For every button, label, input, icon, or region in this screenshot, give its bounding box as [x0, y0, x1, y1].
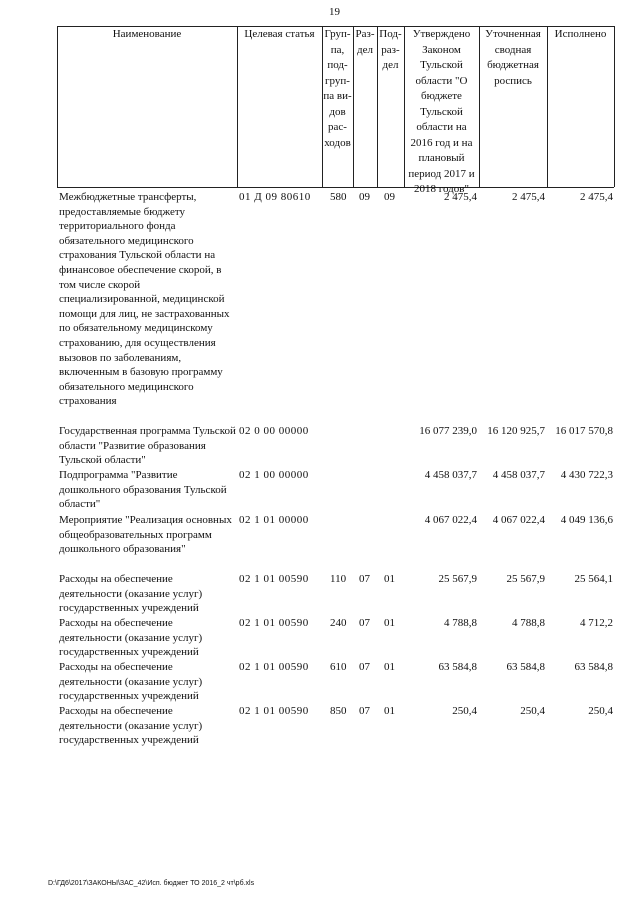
header-section: Раз- дел [355, 28, 375, 56]
row-executed: 4 712,2 [580, 617, 613, 629]
row-refined: 250,4 [520, 705, 545, 717]
row-approved: 4 788,8 [444, 617, 477, 629]
row-refined: 4 067 022,4 [492, 514, 545, 526]
row-refined: 4 458 037,7 [492, 469, 545, 481]
row-section: 07 [359, 573, 370, 585]
row-approved: 63 584,8 [438, 661, 477, 673]
row-executed: 4 430 722,3 [560, 469, 613, 481]
row-subsection: 01 [384, 661, 395, 673]
row-refined: 2 475,4 [512, 191, 545, 203]
row-code: 02 1 01 00590 [239, 573, 309, 585]
row-subsection: 01 [384, 573, 395, 585]
row-code: 02 1 01 00590 [239, 617, 309, 629]
row-executed: 63 584,8 [574, 661, 613, 673]
row-executed: 2 475,4 [580, 191, 613, 203]
row-name: Межбюджетные трансферты, предоставляемые бюджету территориального фонда обязательного медицинского страхования Тульской области на финансовое обеспечение скорой, в том числе скорой специализированной, медицинской помощи для лиц, не застрахованных по обязательному медицинскому страхованию, для осуществления вызовов по заболеваниям, включенным в базовую программу обязательного медицинского страхования [59, 191, 230, 408]
row-group: 610 [330, 661, 347, 673]
header-subsection: Под- раз- дел [379, 28, 402, 71]
row-refined: 4 788,8 [512, 617, 545, 629]
row-approved: 16 077 239,0 [419, 425, 477, 437]
row-name: Подпрограмма "Развитие дошкольного образования Тульской области" [59, 469, 227, 511]
row-name: Государственная программа Тульской области "Развитие образования Тульской области" [59, 425, 236, 467]
header-name: Наименование [112, 28, 182, 40]
row-executed: 25 564,1 [574, 573, 613, 585]
page-number: 19 [329, 6, 340, 18]
file-path-footer: D:\ГД6\2017\ЗАКОНЫ\ЗАС_42\Исп. бюджет ТО 2016_2 чт\рб.xls [48, 880, 255, 887]
row-code: 02 1 01 00000 [239, 514, 309, 526]
row-refined: 25 567,9 [506, 573, 545, 585]
row-approved: 250,4 [452, 705, 477, 717]
row-code: 01 Д 09 80610 [239, 191, 311, 203]
row-name: Расходы на обеспечение деятельности (оказание услуг) государственных учреждений [59, 573, 203, 615]
row-approved: 4 458 037,7 [424, 469, 477, 481]
row-executed: 16 017 570,8 [555, 425, 613, 437]
row-code: 02 1 00 00000 [239, 469, 309, 481]
row-code: 02 1 01 00590 [239, 705, 309, 717]
row-refined: 16 120 925,7 [487, 425, 545, 437]
header-executed: Исполнено [554, 28, 607, 40]
header-group: Груп- па, под- груп- па ви- дов рас- ходов [323, 28, 352, 149]
header-approved: Утверждено Законом Тульской области "О бюджете Тульской области на 2016 год и на плановый период 2017 и 2018 годов" [408, 28, 475, 195]
row-section: 09 [359, 191, 370, 203]
header-refined: Уточненная сводная бюджетная роспись [485, 28, 541, 87]
row-executed: 250,4 [588, 705, 613, 717]
col-divider [614, 26, 615, 187]
row-section: 07 [359, 705, 370, 717]
row-approved: 25 567,9 [438, 573, 477, 585]
row-approved: 2 475,4 [444, 191, 477, 203]
row-subsection: 01 [384, 705, 395, 717]
row-group: 110 [330, 573, 347, 585]
row-section: 07 [359, 617, 370, 629]
row-code: 02 0 00 00000 [239, 425, 309, 437]
row-name: Расходы на обеспечение деятельности (оказание услуг) государственных учреждений [59, 661, 203, 703]
row-executed: 4 049 136,6 [560, 514, 613, 526]
row-code: 02 1 01 00590 [239, 661, 309, 673]
row-group: 240 [330, 617, 347, 629]
row-name: Расходы на обеспечение деятельности (оказание услуг) государственных учреждений [59, 617, 203, 659]
row-group: 850 [330, 705, 347, 717]
row-refined: 63 584,8 [506, 661, 545, 673]
row-group: 580 [330, 191, 347, 203]
row-approved: 4 067 022,4 [424, 514, 477, 526]
header-bottom-border [57, 187, 614, 188]
row-name: Мероприятие "Реализация основных общеобразовательных программ дошкольного образования" [59, 514, 232, 556]
row-name: Расходы на обеспечение деятельности (оказание услуг) государственных учреждений [59, 705, 203, 747]
header-target: Целевая статья [244, 28, 315, 40]
row-subsection: 09 [384, 191, 395, 203]
row-section: 07 [359, 661, 370, 673]
row-subsection: 01 [384, 617, 395, 629]
